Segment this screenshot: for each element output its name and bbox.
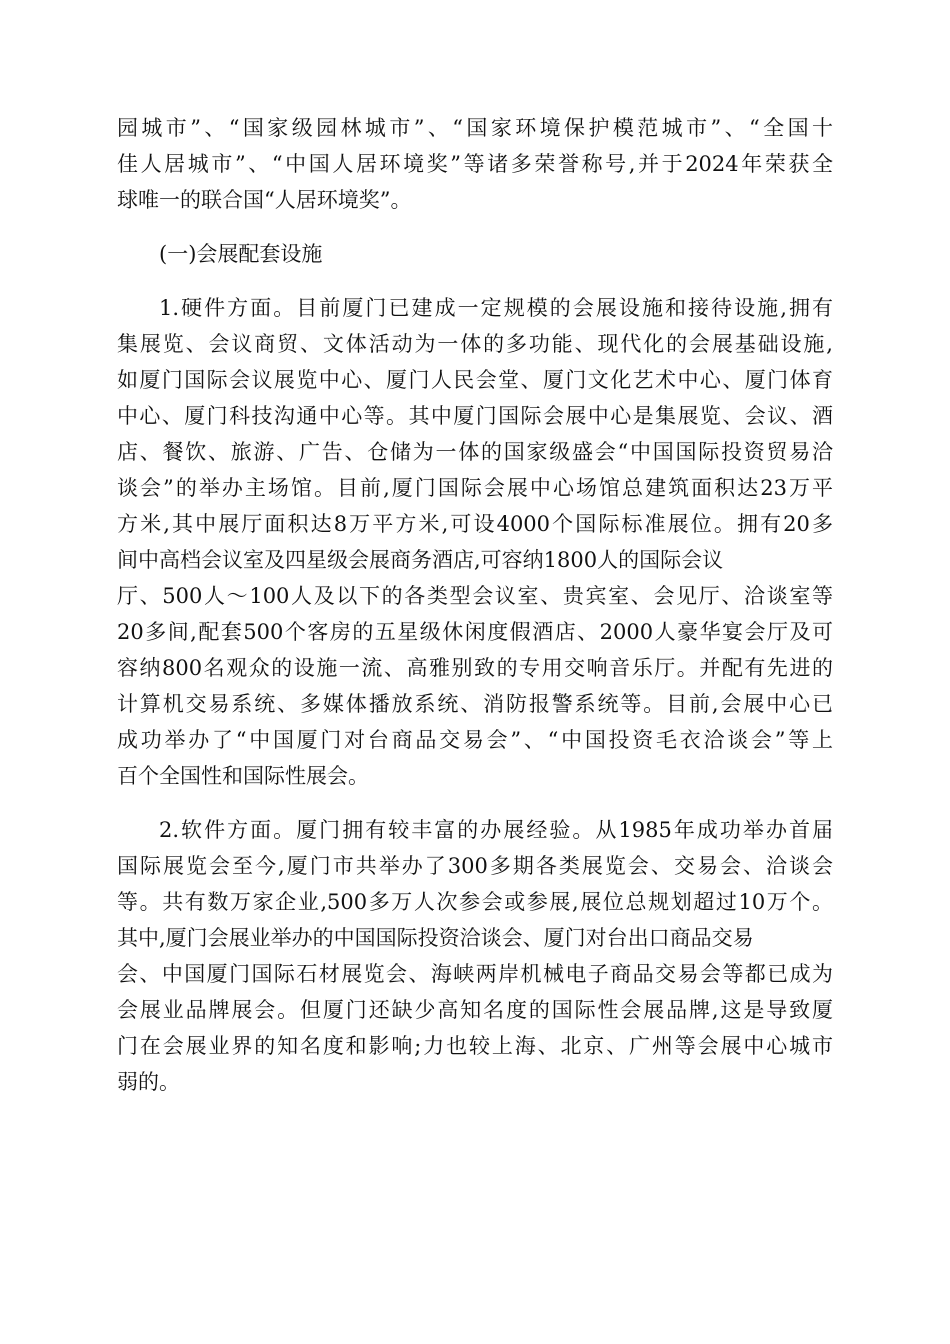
text-line: 厅、500人～100人及以下的各类型会议室、贵宾室、会见厅、洽谈室等	[117, 584, 833, 608]
text-line: 2.软件方面。厦门拥有较丰富的办展经验。从1985年成功举办首届	[159, 818, 833, 842]
paragraph-gap	[117, 272, 833, 290]
text-line: 会、中国厦门国际石材展览会、海峡两岸机械电子商品交易会等都已成为	[117, 962, 833, 986]
text-line: 其中,厦门会展业举办的中国国际投资洽谈会、厦门对台出口商品交易	[117, 926, 754, 950]
text-line: 弱的。	[117, 1070, 180, 1094]
text-line: 店、餐饮、旅游、广告、仓储为一体的国家级盛会“中国国际投资贸易洽	[117, 440, 833, 464]
section-heading	[117, 236, 833, 272]
hardware-paragraph	[117, 290, 833, 794]
paragraph-gap	[117, 218, 833, 236]
text-line: 门在会展业界的知名度和影响;力也较上海、北京、广州等会展中心城市	[117, 1034, 833, 1058]
section-heading-text: (一)会展配套设施	[159, 242, 323, 266]
text-line: 20多间,配套500个客房的五星级休闲度假酒店、2000人豪华宴会厅及可	[117, 620, 833, 644]
software-paragraph	[117, 812, 833, 1100]
document-body	[117, 110, 833, 1100]
text-line: 谈会”的举办主场馆。目前,厦门国际会展中心场馆总建筑面积达23万平	[117, 476, 833, 500]
text-line: 百个全国性和国际性展会。	[117, 764, 369, 788]
text-line: 园城市”、“国家级园林城市”、“国家环境保护模范城市”、“全国十	[117, 116, 833, 140]
text-line: 集展览、会议商贸、文体活动为一体的多功能、现代化的会展基础设施,	[117, 332, 833, 356]
text-line: 间中高档会议室及四星级会展商务酒店,可容纳1800人的国际会议	[117, 548, 724, 572]
text-line: 容纳800名观众的设施一流、高雅别致的专用交响音乐厅。并配有先进的	[117, 656, 833, 680]
text-line: 方米,其中展厅面积达8万平方米,可设4000个国际标准展位。拥有20多	[117, 512, 833, 536]
text-line: 会展业品牌展会。但厦门还缺少高知名度的国际性会展品牌,这是导致厦	[117, 998, 833, 1022]
text-line: 成功举办了“中国厦门对台商品交易会”、“中国投资毛衣洽谈会”等上	[117, 728, 833, 752]
text-line: 球唯一的联合国“人居环境奖”。	[117, 188, 412, 212]
text-line: 1.硬件方面。目前厦门已建成一定规模的会展设施和接待设施,拥有	[159, 296, 833, 320]
text-line: 计算机交易系统、多媒体播放系统、消防报警系统等。目前,会展中心已	[117, 692, 833, 716]
text-line: 等。共有数万家企业,500多万人次参会或参展,展位总规划超过10万个。	[117, 890, 833, 914]
paragraph-gap	[117, 794, 833, 812]
text-line: 如厦门国际会议展览中心、厦门人民会堂、厦门文化艺术中心、厦门体育	[117, 368, 833, 392]
text-line: 佳人居城市”、“中国人居环境奖”等诸多荣誉称号,并于2024年荣获全	[117, 152, 833, 176]
text-line: 中心、厦门科技沟通中心等。其中厦门国际会展中心是集展览、会议、酒	[117, 404, 833, 428]
intro-paragraph	[117, 110, 833, 218]
text-line: 国际展览会至今,厦门市共举办了300多期各类展览会、交易会、洽谈会	[117, 854, 833, 878]
